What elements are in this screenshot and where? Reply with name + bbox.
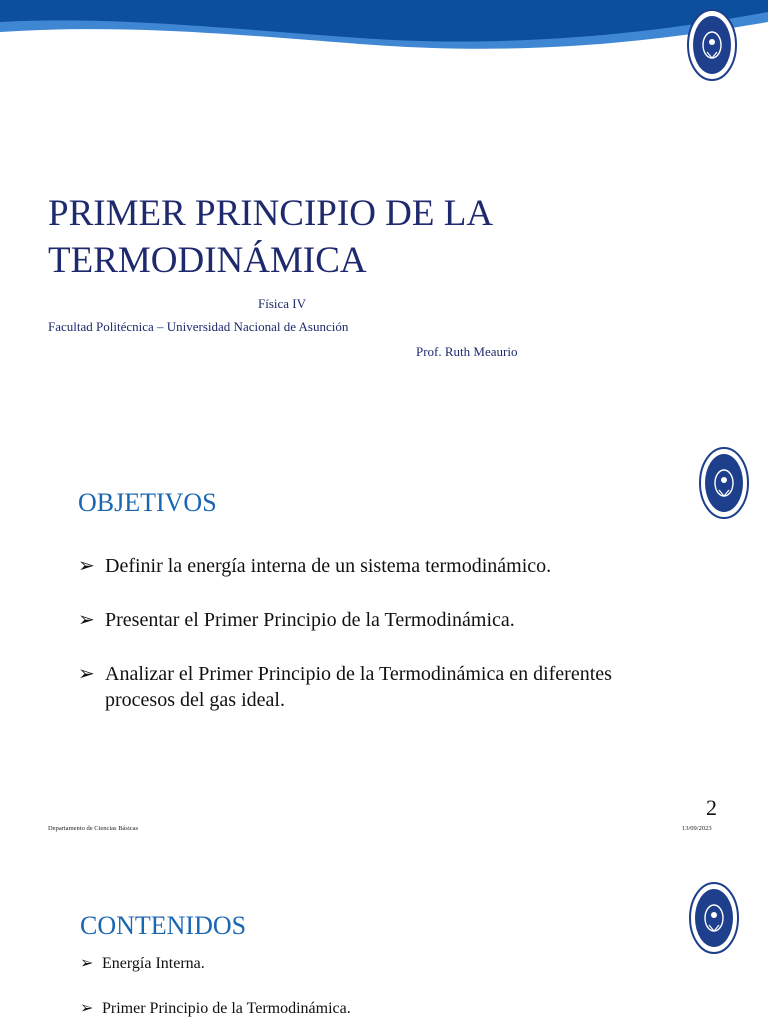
arrow-bullet-icon: ➢ <box>78 609 95 631</box>
footer-date: 13/09/2023 <box>682 825 712 832</box>
presentation-title <box>48 190 668 284</box>
list-item-text: Primer Principio de la Termodinámica. <box>102 1000 351 1017</box>
footer-department: Departamento de Ciencias Básicas <box>48 825 139 832</box>
list-item <box>78 661 638 713</box>
objectives-list <box>78 553 638 741</box>
list-item <box>80 953 640 975</box>
list-item <box>78 607 638 633</box>
list-item-text: Definir la energía interna de un sistema termodinámico. <box>105 555 552 577</box>
list-item-text: Energía Interna. <box>102 955 205 972</box>
slide-title <box>0 0 768 410</box>
arrow-bullet-icon: ➢ <box>78 555 95 577</box>
contents-list <box>80 953 640 1024</box>
contents-heading: CONTENIDOS <box>80 911 247 940</box>
university-seal-icon <box>686 8 738 82</box>
university-seal-icon <box>698 446 750 520</box>
arrow-bullet-icon: ➢ <box>78 663 95 685</box>
university-seal-icon <box>688 881 740 955</box>
title-line-1: PRIMER PRINCIPIO DE LA <box>48 193 494 234</box>
list-item <box>78 553 638 579</box>
arrow-bullet-icon: ➢ <box>80 1000 94 1017</box>
slide-objectives <box>0 412 768 847</box>
slide-contents <box>0 849 768 1024</box>
header-wave-decoration <box>0 0 768 70</box>
subject-label: Física IV <box>258 296 307 311</box>
list-item-text: Analizar el Primer Principio de la Termodinámica en diferentes procesos del gas ideal. <box>105 663 612 711</box>
faculty-label: Facultad Politécnica – Universidad Nacional de Asunción <box>48 319 349 334</box>
list-item-text: Presentar el Primer Principio de la Termodinámica. <box>105 609 515 631</box>
objectives-heading: OBJETIVOS <box>78 488 217 517</box>
page-number: 2 <box>706 795 717 820</box>
professor-label: Prof. Ruth Meaurio <box>416 344 518 359</box>
arrow-bullet-icon: ➢ <box>80 955 94 972</box>
list-item <box>80 998 640 1020</box>
title-line-2: TERMODINÁMICA <box>48 240 367 281</box>
